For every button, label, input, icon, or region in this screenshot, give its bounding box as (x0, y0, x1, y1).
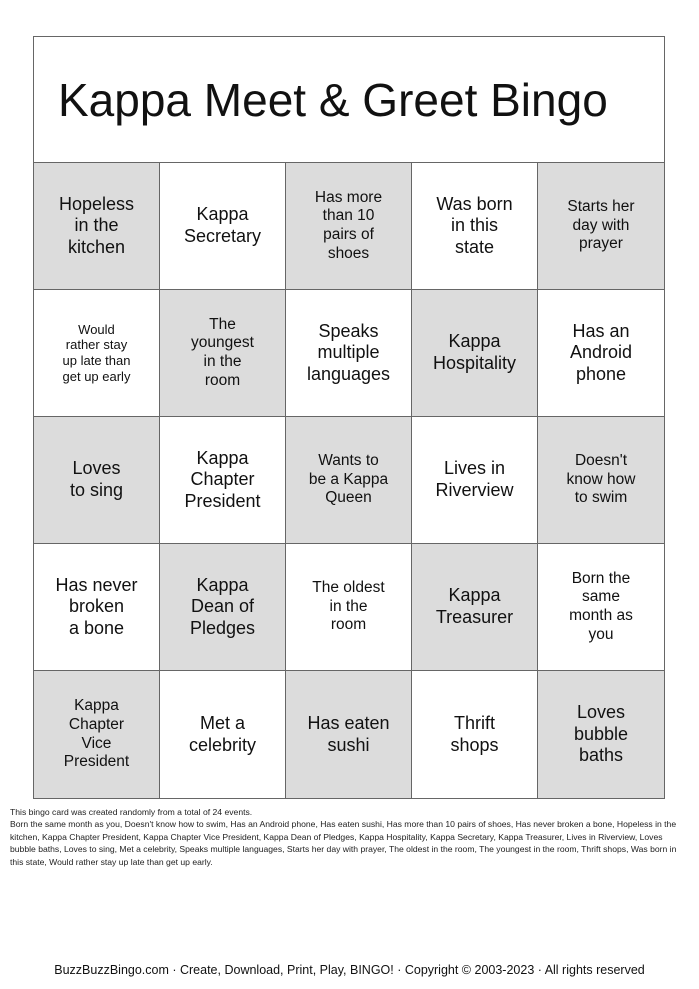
bingo-cell: Loves bubble baths (538, 671, 664, 798)
bingo-cell: The youngest in the room (160, 290, 286, 417)
card-info (10, 806, 690, 868)
info-events-list: Born the same month as you, Doesn't know how to swim, Has an Android phone, Has eaten sushi, Has more than 10 pairs of shoes, Has never broken a bone, Hopeless in the kitchen, Kappa Chapter President, Kappa Chapter Vice President, Kappa Dean of Pledges, Kappa Hospitality, Kappa Secretary, Kappa Treasurer, Lives in Riverview, Loves bubble baths, Loves to sing, Met a celebrity, Speaks multiple languages, Starts her day with prayer, The oldest in the room, The youngest in the room, Thrift shops, Was born in this state, Would rather stay up late than get up early. (10, 819, 677, 867)
bingo-cell: Has never broken a bone (34, 544, 160, 671)
bingo-cell: Speaks multiple languages (286, 290, 412, 417)
bingo-cell: Has an Android phone (538, 290, 664, 417)
bingo-cell: Doesn't know how to swim (538, 417, 664, 544)
bingo-cell: Kappa Hospitality (412, 290, 538, 417)
bingo-cell: Loves to sing (34, 417, 160, 544)
site-footer: BuzzBuzzBingo.com · Create, Download, Print, Play, BINGO! · Copyright © 2003-2023 · All rights reserved (54, 963, 645, 977)
info-summary: This bingo card was created randomly from a total of 24 events. (10, 807, 253, 817)
bingo-cell: Hopeless in the kitchen (34, 163, 160, 290)
bingo-cell: Met a celebrity (160, 671, 286, 798)
bingo-card (33, 36, 665, 799)
card-title: Kappa Meet & Greet Bingo (34, 37, 664, 163)
bingo-cell: Born the same month as you (538, 544, 664, 671)
bingo-cell: Lives in Riverview (412, 417, 538, 544)
bingo-cell: Kappa Dean of Pledges (160, 544, 286, 671)
bingo-cell: Has more than 10 pairs of shoes (286, 163, 412, 290)
bingo-cell: Wants to be a Kappa Queen (286, 417, 412, 544)
bingo-cell: Thrift shops (412, 671, 538, 798)
bingo-cell: Starts her day with prayer (538, 163, 664, 290)
bingo-cell: Kappa Chapter Vice President (34, 671, 160, 798)
bingo-cell: Kappa Secretary (160, 163, 286, 290)
bingo-cell: Would rather stay up late than get up early (34, 290, 160, 417)
bingo-cell: Has eaten sushi (286, 671, 412, 798)
bingo-cell: The oldest in the room (286, 544, 412, 671)
bingo-cell: Was born in this state (412, 163, 538, 290)
bingo-cell: Kappa Chapter President (160, 417, 286, 544)
bingo-cell: Kappa Treasurer (412, 544, 538, 671)
bingo-grid (34, 163, 664, 798)
